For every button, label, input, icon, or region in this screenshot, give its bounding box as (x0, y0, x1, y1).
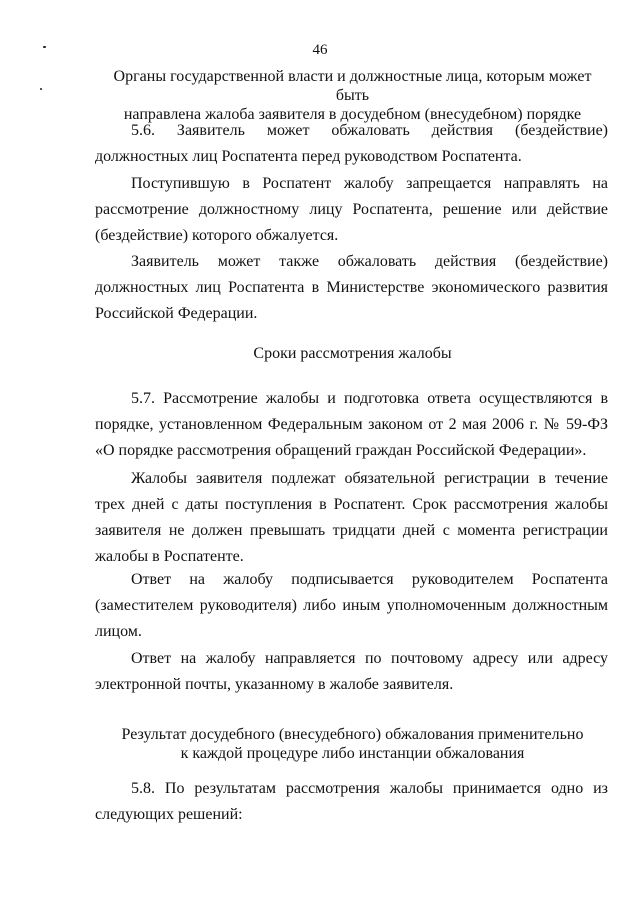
paragraph-answer-delivery: Ответ на жалобу направляется по почтовому адресу или адресу электронной почты, указанному в жалобе заявителя. (95, 650, 608, 693)
paragraph-answer-signature: Ответ на жалобу подписывается руководителем Роспатента (заместителем руководителя) либо иным уполномоченным должностным лицом. (95, 571, 608, 640)
scan-speck (40, 88, 42, 90)
paragraph-5-6: 5.6. Заявитель может обжаловать действия (бездействие) должностных лиц Роспатента перед руководством Роспатента. (95, 122, 608, 165)
heading-line: к каждой процедуре либо инстанции обжалования (180, 745, 525, 762)
heading-line: Органы государственной власти и должностные лица, которым может быть (113, 68, 592, 104)
page-number: 46 (312, 42, 328, 58)
section-heading-review-terms: Сроки рассмотрения жалобы (253, 345, 452, 362)
section-heading-complaint-bodies (95, 67, 610, 124)
heading-line: направлена жалоба заявителя в досудебном (внесудебном) порядке (123, 106, 582, 123)
heading-line: Результат досудебного (внесудебного) обжалования применительно (121, 726, 584, 743)
paragraph-forwarding-ban: Поступившую в Роспатент жалобу запрещается направлять на рассмотрение должностному лицу Роспатента, решение или действие (бездействие) которого обжалуется. (95, 175, 608, 244)
paragraph-ministry-appeal: Заявитель может также обжаловать действия (бездействие) должностных лиц Роспатента в Министерстве экономического развития Российской Федерации. (95, 253, 608, 322)
paragraph-registration-terms: Жалобы заявителя подлежат обязательной регистрации в течение трех дней с даты поступления в Роспатент. Срок рассмотрения жалобы заявителя не должен превышать тридцати дней с момента регистрации жалобы в Роспатенте. (95, 470, 608, 565)
paragraph-5-8: 5.8. По результатам рассмотрения жалобы принимается одно из следующих решений: (95, 780, 608, 823)
section-heading-appeal-result (95, 725, 610, 763)
paragraph-5-7: 5.7. Рассмотрение жалобы и подготовка ответа осуществляются в порядке, установленном Федеральным законом от 2 мая 2006 г. № 59-ФЗ «О порядке рассмотрения обращений граждан Российской Федерации». (95, 390, 608, 459)
